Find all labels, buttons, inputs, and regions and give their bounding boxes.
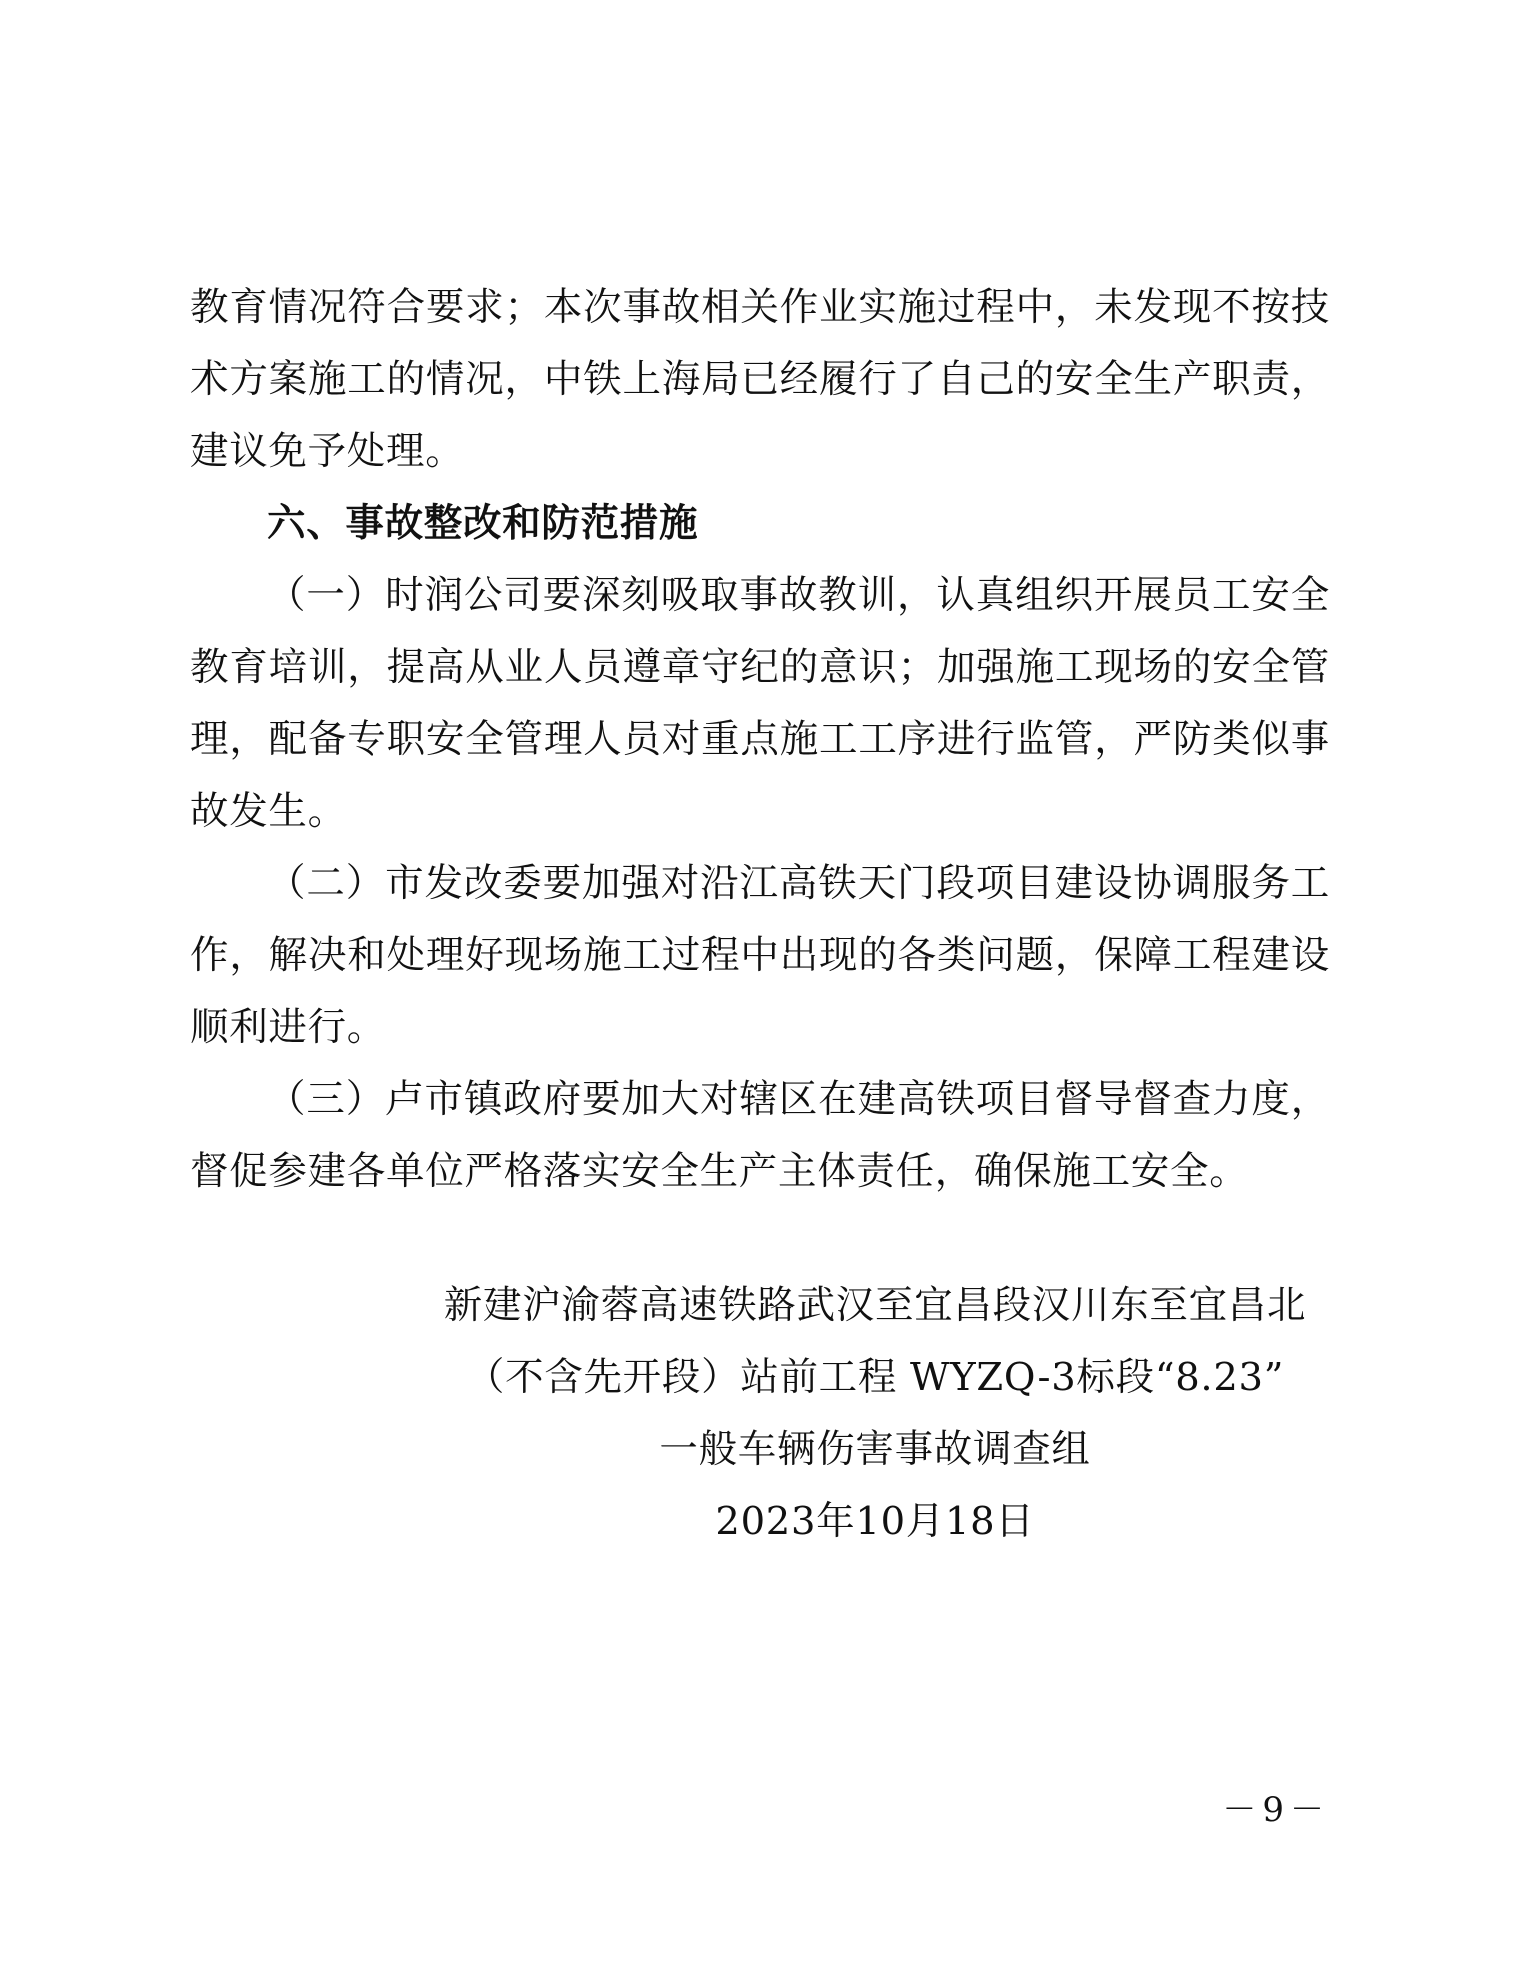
continued-paragraph: 教育情况符合要求；本次事故相关作业实施过程中，未发现不按技术方案施工的情况，中铁上海局已经履行了自己的安全生产职责，建议免予处理。 <box>190 285 1330 474</box>
measure-paragraph-3: （三）卢市镇政府要加大对辖区在建高铁项目督导督查力度，督促参建各单位严格落实安全生产主体责任，确保施工安全。 <box>190 1077 1330 1194</box>
signature-date: 2023年10月18日 <box>715 1499 1035 1544</box>
section-heading: 六、事故整改和防范措施 <box>267 501 699 546</box>
signature-line-1: 新建沪渝蓉高速铁路武汉至宜昌段汉川东至宜昌北 <box>443 1283 1307 1328</box>
signature-line-2: （不含先开段）站前工程 WYZQ-3标段“8.23” <box>465 1355 1285 1400</box>
signature-block <box>420 1270 1330 1558</box>
page-number: －9－ <box>1222 1790 1330 1830</box>
measure-paragraph-2: （二）市发改委要加强对沿江高铁天门段项目建设协调服务工作，解决和处理好现场施工过程中出现的各类问题，保障工程建设顺利进行。 <box>190 861 1330 1050</box>
measure-paragraph-1: （一）时润公司要深刻吸取事故教训，认真组织开展员工安全教育培训，提高从业人员遵章守纪的意识；加强施工现场的安全管理，配备专职安全管理人员对重点施工工序进行监管，严防类似事故发生。 <box>190 573 1330 834</box>
document-body <box>190 272 1330 1208</box>
signature-line-3: 一般车辆伤害事故调查组 <box>659 1427 1091 1472</box>
